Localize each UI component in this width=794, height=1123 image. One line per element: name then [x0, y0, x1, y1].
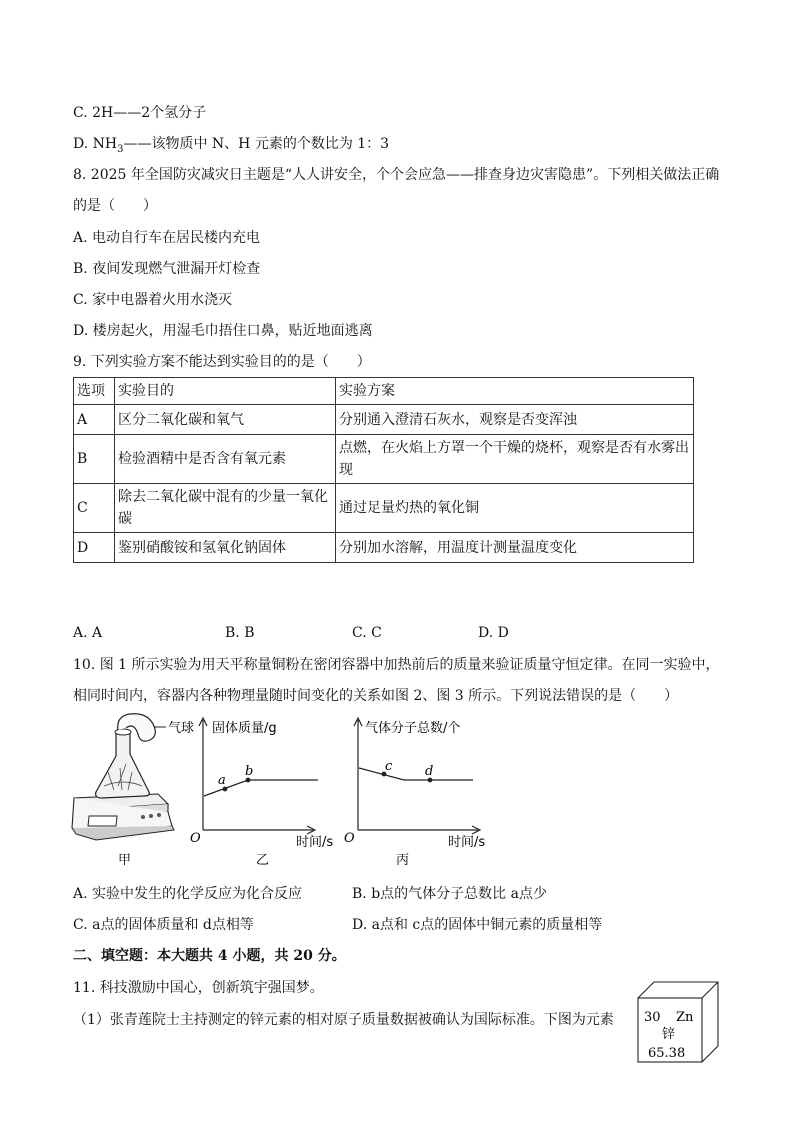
fig3-point-c-label: c	[385, 759, 393, 774]
table-header: 选项	[74, 378, 115, 405]
fig2-caption: 乙	[256, 853, 270, 868]
table-cell: 区分二氧化碳和氧气	[115, 405, 336, 435]
fig3-chart	[344, 718, 485, 868]
q8-option-c: C. 家中电器着火用水浇灭	[73, 292, 233, 308]
fig2-point-b-label: b	[245, 764, 254, 779]
fig3-curve	[359, 768, 473, 780]
q7-option-d-pre: D. NH	[73, 136, 118, 152]
q11-sub1: （1）张青莲院士主持测定的锌元素的相对原子质量数据被确认为国际标准。下图为元素	[73, 1012, 614, 1028]
q10-option-c: C. a点的固体质量和 d点相等	[73, 917, 254, 933]
q11-stem: 11. 科技激励中国心，创新筑宇强国梦。	[73, 980, 324, 996]
q9-choice-a: A. A	[73, 625, 103, 641]
q8-stem-line2: 的是（ ）	[73, 198, 157, 214]
table-cell: C	[74, 484, 115, 533]
q10-option-d: D. a点和 c点的固体中铜元素的质量相等	[352, 917, 603, 933]
table-cell: 除去二氧化碳中混有的少量一氧化碳	[115, 484, 336, 533]
table-cell: 通过足量灼热的氧化铜	[336, 484, 694, 533]
fig2-x-label: 时间/s	[296, 835, 334, 850]
q8-option-d: D. 楼房起火，用湿毛巾捂住口鼻，贴近地面逃离	[73, 323, 373, 339]
table-header: 实验方案	[336, 378, 694, 405]
table-cell: 点燃，在火焰上方罩一个干燥的烧杯，观察是否有水雾出现	[336, 435, 694, 484]
q10-figures	[68, 712, 498, 872]
element-name: 锌	[662, 1027, 676, 1042]
element-atomic-mass: 65.38	[648, 1046, 686, 1061]
fig2-point-a-label: a	[218, 773, 226, 788]
element-cell-zinc	[636, 980, 722, 1064]
table-cell: 分别通入澄清石灰水，观察是否变浑浊	[336, 405, 694, 435]
q9-stem: 9. 下列实验方案不能达到实验目的的是（ ）	[73, 354, 371, 370]
element-atomic-number: 30	[644, 1010, 661, 1025]
table-header-row	[74, 378, 694, 405]
q10-option-a: A. 实验中发生的化学反应为化合反应	[73, 886, 303, 902]
q9-choice-b: B. B	[225, 625, 255, 641]
q9-choice-c: C. C	[352, 625, 382, 641]
fig3-x-label: 时间/s	[448, 835, 486, 850]
fig3-caption: 丙	[396, 853, 410, 868]
table-row	[74, 405, 694, 435]
fig1-balance-apparatus	[72, 714, 174, 840]
fig2-origin: O	[190, 831, 201, 846]
table-row	[74, 435, 694, 484]
table-cell: 分别加水溶解，用温度计测量温度变化	[336, 533, 694, 563]
q10-stem-line1: 10. 图 1 所示实验为用天平称量铜粉在密闭容器中加热前后的质量来验证质量守恒定律。在同一实验中，	[73, 657, 720, 673]
fig2-y-label: 固体质量/g	[212, 721, 277, 736]
table-cell: 鉴别硝酸铵和氢氧化钠固体	[115, 533, 336, 563]
table-row	[74, 533, 694, 563]
table-cell: B	[74, 435, 115, 484]
q9-table	[73, 377, 694, 563]
q7-option-d-post: ——该物质中 N、H 元素的个数比为 1：3	[123, 136, 390, 152]
fig3-y-label: 气体分子总数/个	[365, 721, 461, 736]
fig2-chart	[190, 718, 333, 868]
table-row	[74, 484, 694, 533]
q9-choice-d: D. D	[478, 625, 509, 641]
fig1-balloon-label: 气球	[168, 721, 195, 736]
table-cell: A	[74, 405, 115, 435]
section-heading: 二、填空题：本大题共 4 小题，共 20 分。	[73, 948, 346, 964]
q8-option-a: A. 电动自行车在居民楼内充电	[73, 230, 261, 246]
q10-stem-line2: 相同时间内，容器内各种物理量随时间变化的关系如图 2、图 3 所示。下列说法错误的是（ ）	[73, 688, 679, 704]
fig3-origin: O	[344, 831, 355, 846]
q10-option-b: B. b点的气体分子总数比 a点少	[352, 886, 547, 902]
element-symbol: Zn	[676, 1010, 694, 1025]
table-header: 实验目的	[115, 378, 336, 405]
q8-option-b: B. 夜间发现燃气泄漏开灯检查	[73, 261, 261, 277]
table-cell: 检验酒精中是否含有氧元素	[115, 435, 336, 484]
q7-option-d	[73, 135, 389, 159]
table-cell: D	[74, 533, 115, 563]
q8-stem-line1: 8. 2025 年全国防灾减灾日主题是“人人讲安全，个个会应急——排查身边灾害隐患”。下列相关做法正确	[73, 167, 720, 183]
q7-option-d-sub: 3	[117, 143, 124, 155]
fig1-caption: 甲	[118, 853, 132, 868]
fig3-point-d-label: d	[425, 764, 434, 779]
q7-option-c: C. 2H——2个氢分子	[73, 105, 207, 121]
